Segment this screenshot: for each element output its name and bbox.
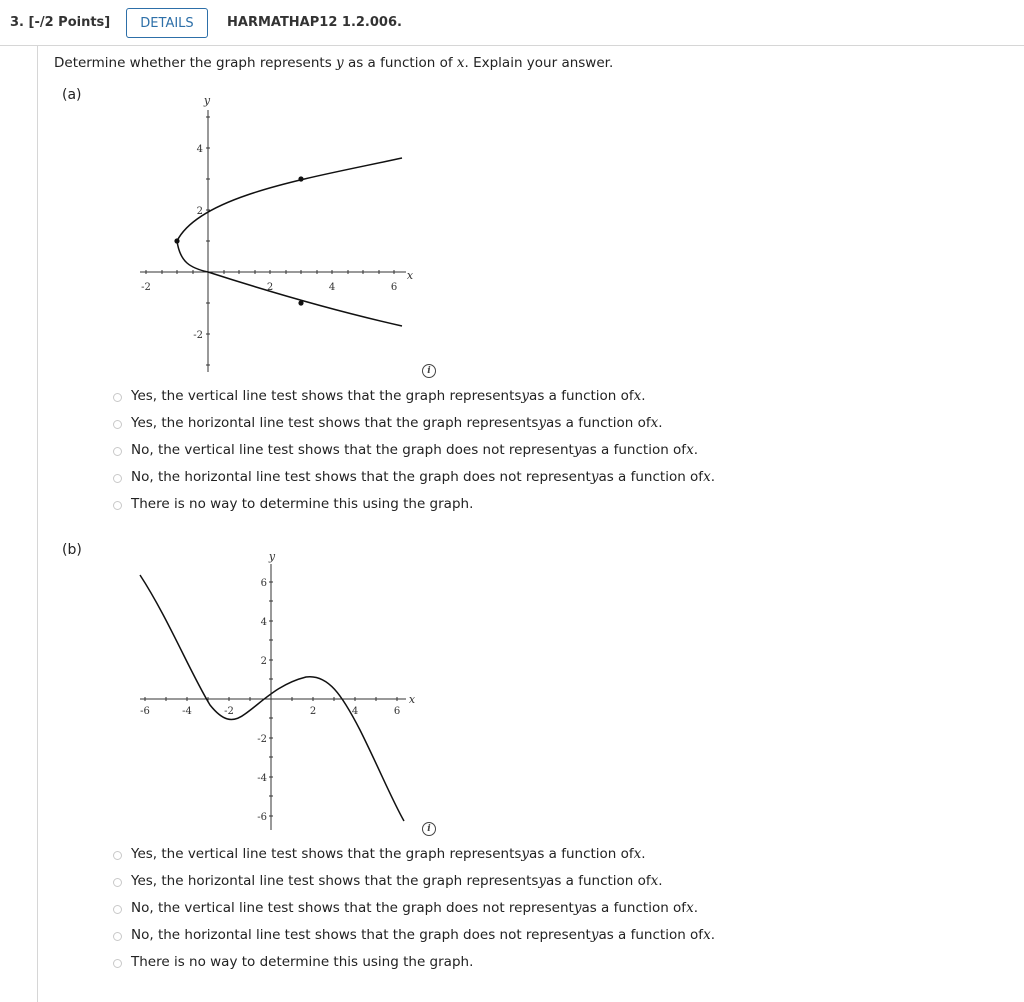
part-a-label: (a) (62, 87, 82, 103)
answer-option[interactable]: There is no way to determine this using the graph. (113, 490, 715, 517)
x-tick-label: -6 (140, 706, 150, 717)
x-tick-label: 2 (309, 706, 317, 717)
x-tick-label: 4 (351, 706, 359, 717)
x-tick-label: -4 (182, 706, 192, 717)
answer-option[interactable]: No, the vertical line test shows that the graph does not represent y as a function of x . (113, 436, 715, 463)
radio-button[interactable] (113, 959, 122, 968)
question-points: 3. [-/2 Points] (10, 15, 111, 30)
y-tick-label: 4 (260, 617, 267, 628)
cubic-curve (140, 575, 404, 821)
radio-button[interactable] (113, 420, 122, 429)
x-axis-label: x (408, 693, 416, 706)
answer-option[interactable]: Yes, the horizontal line test shows that the graph represents y as a function of x . (113, 409, 715, 436)
answer-option[interactable]: No, the horizontal line test shows that the graph does not represent y as a function of x . (113, 921, 715, 948)
part-b-graph (130, 545, 420, 835)
part-a-graph (130, 90, 420, 380)
part-a-options (113, 382, 715, 517)
y-tick-label: 4 (196, 144, 203, 155)
x-tick-label: -2 (224, 706, 234, 717)
details-button[interactable]: DETAILS (126, 8, 208, 38)
answer-option[interactable]: No, the vertical line test shows that the graph does not represent y as a function of x . (113, 894, 715, 921)
left-divider (37, 46, 38, 1002)
radio-button[interactable] (113, 501, 122, 510)
radio-button[interactable] (113, 851, 122, 860)
y-tick-label: 6 (260, 578, 267, 589)
answer-option[interactable]: Yes, the vertical line test shows that the graph represents y as a function of x . (113, 382, 715, 409)
answer-option[interactable]: No, the horizontal line test shows that the graph does not represent y as a function of x . (113, 463, 715, 490)
radio-button[interactable] (113, 905, 122, 914)
y-axis-label: y (203, 94, 211, 107)
x-axis-label: x (406, 269, 414, 282)
info-icon[interactable]: i (422, 364, 436, 378)
answer-option[interactable]: There is no way to determine this using the graph. (113, 948, 715, 975)
y-tick-label: -6 (257, 812, 267, 823)
y-tick-label: 2 (260, 656, 267, 667)
part-b-options (113, 840, 715, 975)
question-header (0, 0, 1024, 46)
x-tick-label: -2 (141, 282, 151, 293)
x-tick-label: 4 (328, 282, 336, 293)
answer-option[interactable]: Yes, the horizontal line test shows that the graph represents y as a function of x . (113, 867, 715, 894)
vertex-point (174, 238, 179, 243)
y-tick-label: 2 (196, 206, 203, 217)
question-prompt: Determine whether the graph represents y as a function of x. Explain your answer. (54, 55, 614, 71)
radio-button[interactable] (113, 878, 122, 887)
y-tick-label: -2 (257, 734, 267, 745)
y-tick-label: -4 (257, 773, 267, 784)
y-tick-label: -2 (193, 330, 203, 341)
parabola-curve (177, 158, 402, 326)
info-icon[interactable]: i (422, 822, 436, 836)
y-axis-label: y (268, 550, 276, 563)
x-tick-label: 2 (266, 282, 274, 293)
question-code: HARMATHAP12 1.2.006. (227, 15, 402, 30)
curve-point (298, 300, 303, 305)
x-tick-label: 6 (390, 282, 398, 293)
curve-point (298, 176, 303, 181)
radio-button[interactable] (113, 932, 122, 941)
radio-button[interactable] (113, 447, 122, 456)
part-b-label: (b) (62, 542, 82, 558)
x-tick-label: 6 (393, 706, 401, 717)
radio-button[interactable] (113, 474, 122, 483)
radio-button[interactable] (113, 393, 122, 402)
answer-option[interactable]: Yes, the vertical line test shows that the graph represents y as a function of x . (113, 840, 715, 867)
